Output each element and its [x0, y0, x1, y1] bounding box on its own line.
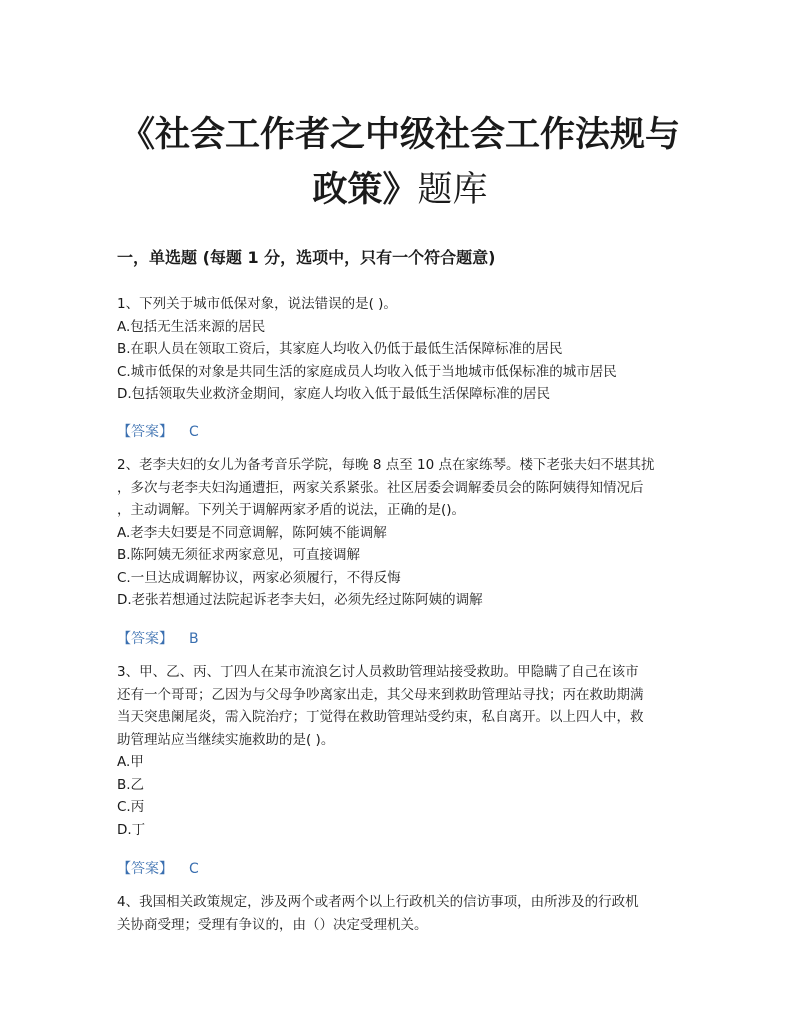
- document-title: [110, 108, 690, 218]
- option-a: A.老李夫妇要是不同意调解，陈阿姨不能调解: [117, 524, 387, 541]
- question-stem-line: 助管理站应当继续实施救助的是( )。: [117, 731, 335, 748]
- question-stem-line: 1、下列关于城市低保对象，说法错误的是( )。: [117, 296, 397, 312]
- question-stem-line: 4、我国相关政策规定，涉及两个或者两个以上行政机关的信访事项，由所涉及的行政机: [117, 894, 639, 910]
- option-b: B.在职人员在领取工资后，其家庭人均收入仍低于最低生活保障标准的居民: [117, 341, 563, 357]
- option-d: D.老张若想通过法院起诉老李夫妇，必须先经过陈阿姨的调解: [117, 592, 483, 608]
- option-d: D.包括领取失业救济金期间，家庭人均收入低于最低生活保障标准的居民: [117, 386, 551, 402]
- question-stem-line: 当天突患阑尾炎，需入院治疗；丁觉得在救助管理站受约束，私自离开。以上四人中，救: [117, 709, 644, 725]
- answer-value: B: [189, 631, 199, 647]
- option-c: C.丙: [117, 799, 145, 815]
- title-line-2-light: 题库: [417, 170, 488, 210]
- option-c: C.城市低保的对象是共同生活的家庭成员人均收入低于当地城市低保标准的城市居民: [117, 363, 617, 380]
- question-stem-line: 2、老李夫妇的女儿为备考音乐学院，每晚 8 点至 10 点在家练琴。楼下老张夫妇不堪其扰: [117, 457, 655, 473]
- option-a: A.甲: [117, 754, 144, 770]
- question-2: [117, 454, 687, 612]
- title-line-1: 《社会工作者之中级社会工作法规与: [119, 115, 680, 155]
- question-4: [117, 891, 687, 936]
- title-line-2-bold: 政策》: [312, 170, 418, 210]
- question-stem-line: 还有一个哥哥；乙因为与父母争吵离家出走，其父母来到救助管理站寻找；丙在救助期满: [117, 686, 644, 703]
- title-line-2: [110, 163, 690, 218]
- answer-3: [117, 858, 199, 878]
- option-a: A.包括无生活来源的居民: [117, 318, 266, 335]
- answer-label: 【答案】: [117, 861, 173, 877]
- answer-2: [117, 628, 199, 648]
- question-1: [117, 293, 687, 406]
- question-stem-line: ，多次与老李夫妇沟通遭拒，两家关系紧张。社区居委会调解委员会的陈阿姨得知情况后: [117, 479, 644, 496]
- question-stem-line: 关协商受理；受理有争议的，由（）决定受理机关。: [117, 916, 428, 933]
- option-b: B.乙: [117, 776, 145, 793]
- question-stem-line: ，主动调解。下列关于调解两家矛盾的说法，正确的是()。: [117, 502, 466, 518]
- section-heading: 一，单选题 (每题 1 分，选项中，只有一个符合题意): [117, 248, 496, 267]
- option-c: C.一旦达成调解协议，两家必须履行，不得反悔: [117, 569, 401, 586]
- answer-value: C: [189, 424, 199, 440]
- option-b: B.陈阿姨无须征求两家意见，可直接调解: [117, 547, 361, 563]
- question-3: [117, 661, 687, 841]
- question-stem-line: 3、甲、乙、丙、丁四人在某市流浪乞讨人员救助管理站接受救助。甲隐瞒了自己在该市: [117, 664, 639, 680]
- option-d: D.丁: [117, 821, 146, 838]
- answer-1: [117, 421, 199, 441]
- answer-value: C: [189, 861, 199, 877]
- answer-label: 【答案】: [117, 424, 173, 440]
- answer-label: 【答案】: [117, 631, 173, 647]
